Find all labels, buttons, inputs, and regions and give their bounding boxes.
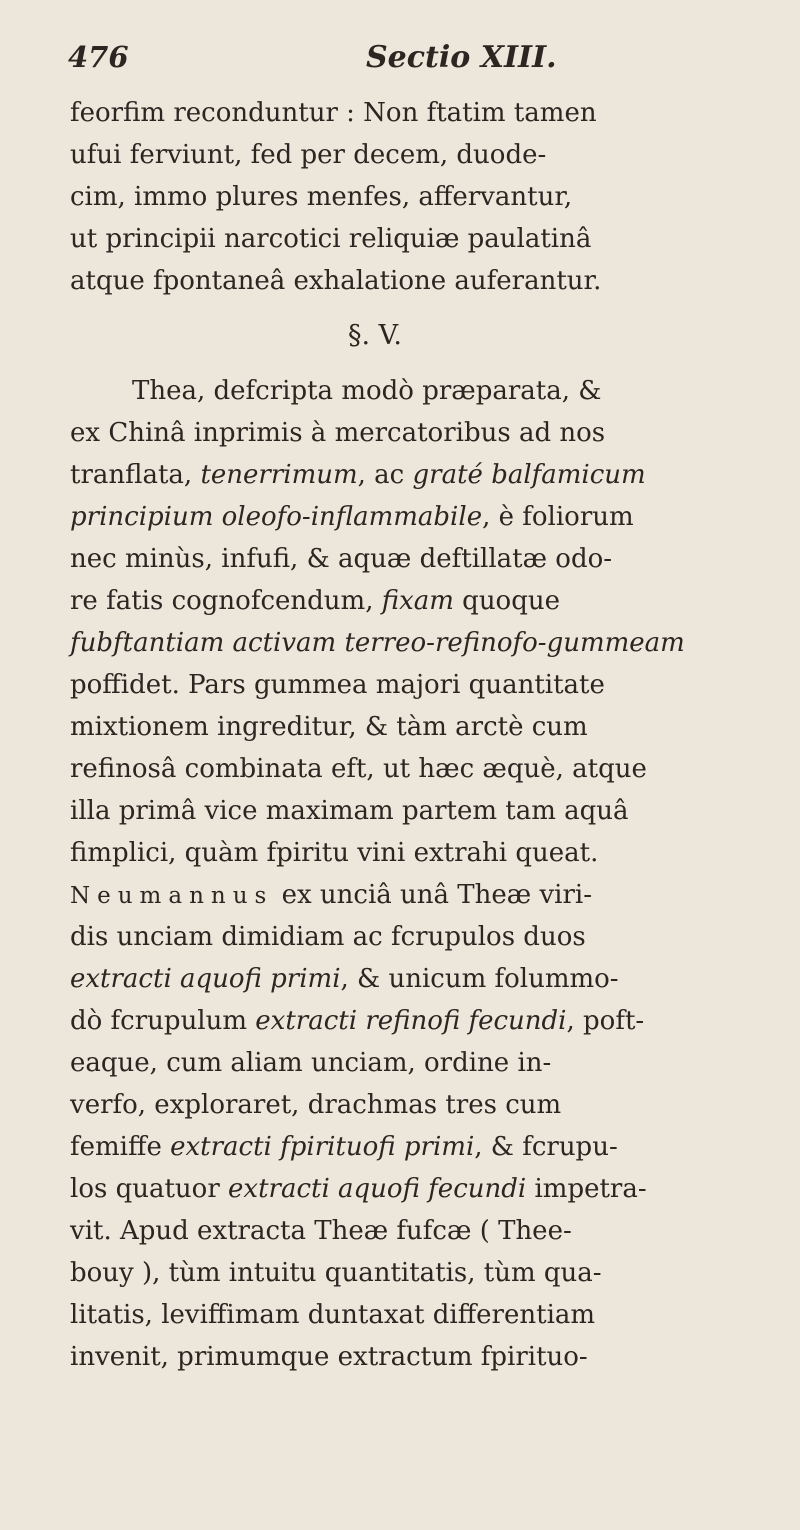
text-segment: , ac — [357, 460, 413, 490]
text-segment: Thea, defcripta modò præparata, & — [132, 376, 602, 406]
text-line — [70, 958, 760, 1000]
text-segment: cim, immo plures menfes, affervantur, — [70, 182, 573, 212]
text-segment: illa primâ vice maximam partem tam aquâ — [70, 796, 629, 826]
italic-text: extracti aquofi fecundi — [228, 1174, 527, 1204]
text-segment: atque fpontaneâ exhalatione auferantur. — [70, 266, 602, 296]
text-line — [70, 874, 760, 916]
text-segment: , & fcrupu- — [474, 1132, 618, 1162]
text-segment: vit. Apud extracta Theæ fufcæ ( Thee- — [70, 1216, 572, 1246]
text-line — [70, 218, 760, 260]
text-line — [70, 748, 760, 790]
text-segment: nec minùs, infufi, & aquæ deftillatæ odo- — [70, 544, 613, 574]
text-line — [70, 1210, 760, 1252]
text-line — [70, 832, 760, 874]
running-head: Sectio XIII. — [366, 40, 557, 75]
text-line — [70, 580, 760, 622]
italic-text: graté balfamicum — [412, 460, 646, 490]
text-segment: tranflata, — [70, 460, 201, 490]
author-name: Neumannus — [70, 883, 274, 909]
text-segment: ex unciâ unâ Theæ viri- — [273, 880, 593, 910]
text-line — [70, 92, 760, 134]
text-line — [70, 370, 760, 412]
italic-text: extracti fpirituofi primi — [170, 1132, 475, 1162]
text-segment: dò fcrupulum — [70, 1006, 256, 1036]
text-line — [70, 176, 760, 218]
text-line — [70, 790, 760, 832]
text-line — [70, 1168, 760, 1210]
text-line — [70, 538, 760, 580]
body-text — [70, 92, 760, 1378]
text-line — [70, 454, 760, 496]
section-heading — [70, 302, 760, 370]
text-segment: , è foliorum — [482, 502, 634, 532]
text-segment: fimplici, quàm fpiritu vini extrahi queat. — [70, 838, 599, 868]
text-line — [70, 622, 760, 664]
text-line — [70, 664, 760, 706]
text-segment: invenit, primumque extractum fpirituo- — [70, 1342, 588, 1372]
text-line — [70, 134, 760, 176]
text-segment: poffidet. Pars gummea majori quantitate — [70, 670, 605, 700]
text-line — [70, 1042, 760, 1084]
text-segment: §. V. — [347, 320, 403, 351]
text-segment: dis unciam dimidiam ac fcrupulos duos — [70, 922, 586, 952]
text-segment: verfo, exploraret, drachmas tres cum — [70, 1090, 562, 1120]
text-segment: eaque, cum aliam unciam, ordine in- — [70, 1048, 552, 1078]
text-line — [70, 1336, 760, 1378]
text-line — [70, 706, 760, 748]
italic-text: principium oleofo-inflammabile — [70, 502, 483, 532]
text-segment: mixtionem ingreditur, & tàm arctè cum — [70, 712, 588, 742]
page-number: 476 — [68, 40, 129, 74]
page-header — [68, 40, 748, 84]
text-line — [70, 1252, 760, 1294]
text-segment: bouy ), tùm intuitu quantitatis, tùm qua- — [70, 1258, 602, 1288]
text-segment: ex Chinâ inprimis à mercatoribus ad nos — [70, 418, 606, 448]
text-line — [70, 260, 760, 302]
text-line — [70, 1084, 760, 1126]
text-segment: femiffe — [70, 1132, 171, 1162]
text-line — [70, 916, 760, 958]
text-segment: re fatis cognofcendum, — [70, 586, 382, 616]
text-line — [70, 1000, 760, 1042]
text-segment: quoque — [453, 586, 560, 616]
text-line — [70, 1294, 760, 1336]
text-line — [70, 1126, 760, 1168]
text-segment: litatis, leviffimam duntaxat differentiam — [70, 1300, 596, 1330]
text-segment: ut principii narcotici reliquiæ paulatinâ — [70, 224, 592, 254]
italic-text: extracti aquofi primi — [70, 964, 341, 994]
text-line — [70, 412, 760, 454]
italic-text: extracti refinofi fecundi — [255, 1006, 567, 1036]
text-segment: los quatuor — [70, 1174, 229, 1204]
italic-text: fubftantiam activam terreo-refinofo-gummeam — [70, 628, 685, 658]
text-segment: , & unicum folummo- — [340, 964, 619, 994]
text-segment: feorfim reconduntur : Non ftatim tamen — [70, 98, 597, 128]
text-segment: impetra- — [526, 1174, 647, 1204]
text-segment: , poft- — [566, 1006, 645, 1036]
italic-text: fixam — [381, 586, 454, 616]
text-segment: ufui ferviunt, fed per decem, duode- — [70, 140, 547, 170]
text-line — [70, 496, 760, 538]
italic-text: tenerrimum — [200, 460, 358, 490]
text-segment: refinosâ combinata eft, ut hæc æquè, atque — [70, 754, 647, 784]
